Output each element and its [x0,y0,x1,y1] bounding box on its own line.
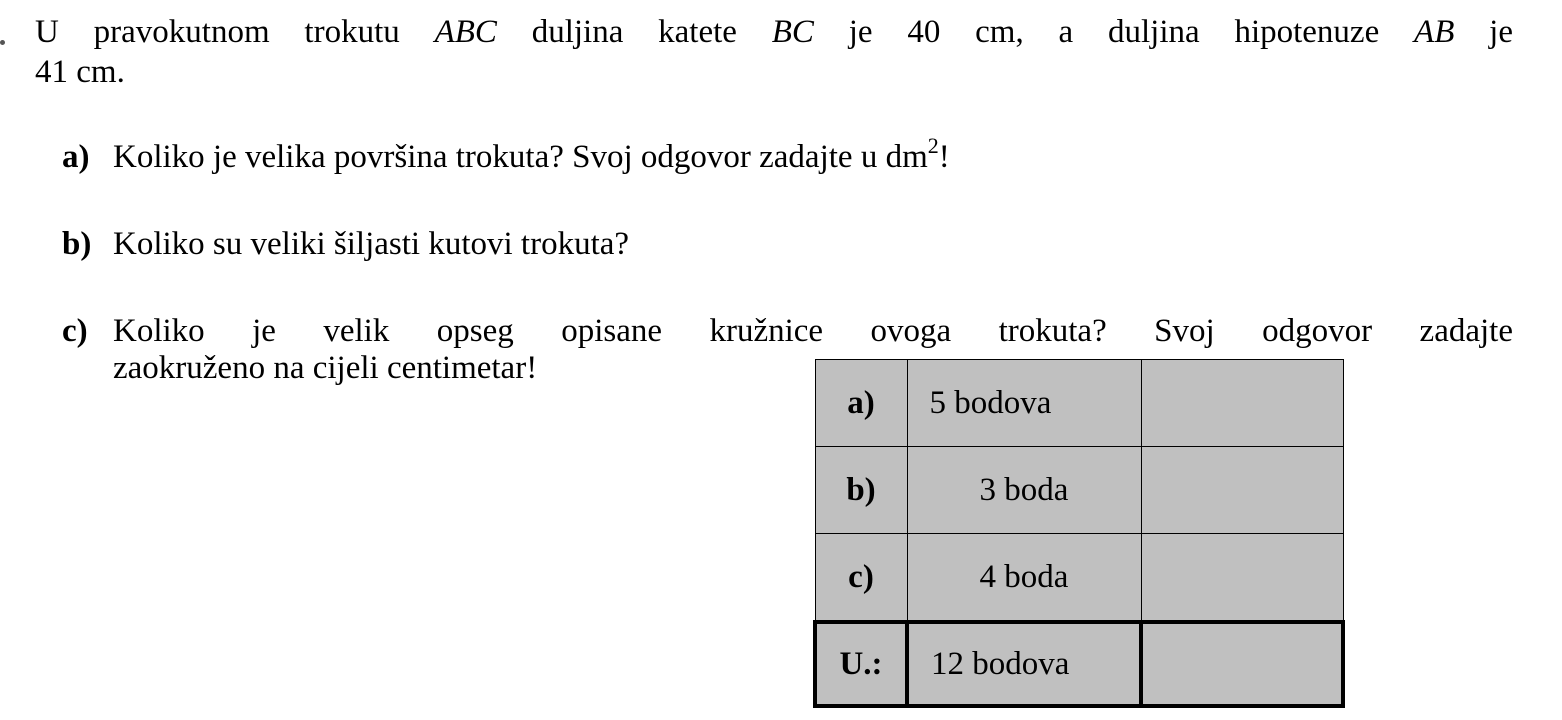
score-row-total [815,622,1343,706]
part-a-question [113,133,950,176]
part-b-label: b) [62,226,92,262]
score-entry-cell[interactable] [1141,534,1343,623]
score-row-label: a) [815,360,907,447]
statement-text: je 40 cm, a duljina hipotenuze [813,14,1415,50]
score-row-points: 5 bodova [907,360,1141,447]
score-table [813,359,1345,708]
score-total-points: 12 bodova [907,622,1141,706]
hypotenuse-name: AB [1414,14,1455,50]
part-a-label: a) [62,139,90,175]
score-row-label: c) [815,534,907,623]
score-row-b [815,447,1343,534]
problem-number-marker [0,40,5,45]
score-total-label: U.: [815,622,907,706]
part-c-label: c) [62,313,88,349]
score-entry-cell[interactable] [1141,447,1343,534]
score-row-c [815,534,1343,623]
score-total-entry-cell[interactable] [1141,622,1343,706]
part-a-exponent: 2 [927,133,939,158]
score-row-points: 4 boda [907,534,1141,623]
problem-statement-line-1 [35,13,1513,51]
score-row-label: b) [815,447,907,534]
part-a-tail: ! [938,139,950,175]
part-c-question-line-1: Koliko je velik opseg opisane kružnice ovoga trokuta? Svoj odgovor zadajte [113,313,1513,349]
statement-text: je [1454,14,1513,50]
statement-text: duljina katete [496,14,772,50]
part-a-text: Koliko je velika površina trokuta? Svoj odgovor zadajte u dm [113,139,928,175]
score-entry-cell[interactable] [1141,360,1343,447]
leg-name: BC [771,14,814,50]
triangle-name: ABC [434,14,497,50]
score-row-a [815,360,1343,447]
statement-text: U pravokutnom trokutu [35,14,435,50]
part-c-question-line-2: zaokruženo na cijeli centimetar! [113,350,538,386]
part-b-question: Koliko su veliki šiljasti kutovi trokuta? [113,226,630,262]
problem-statement-line-2: 41 cm. [35,54,125,90]
score-row-points: 3 boda [907,447,1141,534]
